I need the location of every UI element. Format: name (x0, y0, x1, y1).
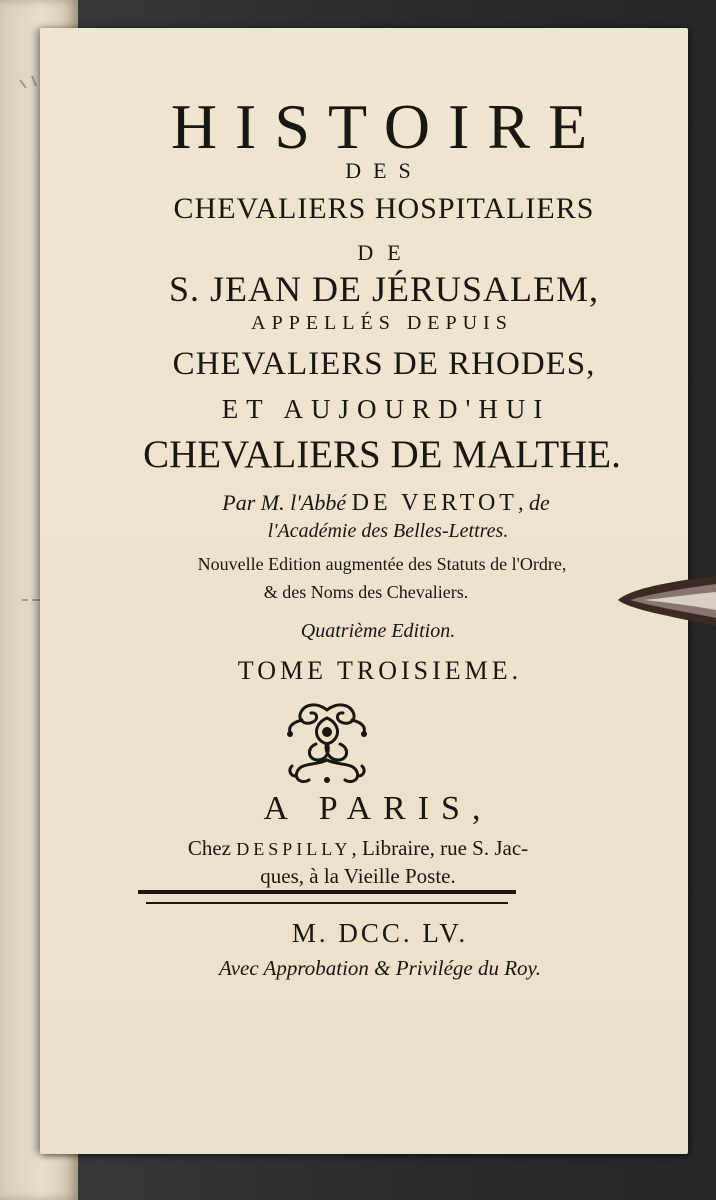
author-suffix: , de (517, 490, 550, 515)
imprint-chez: Chez (187, 836, 231, 860)
title-line-saint-jean: S. JEAN DE JÉRUSALEM, (168, 269, 600, 309)
title-line-malthe: CHEVALIERS DE MALTHE. (143, 433, 621, 476)
printer-fleuron-ornament-icon (282, 700, 372, 786)
author-line (0, 490, 716, 517)
thick-rule (138, 890, 516, 894)
bookmark-ribbon-icon (610, 572, 716, 632)
title-line-rhodes: CHEVALIERS DE RHODES, (172, 346, 596, 382)
title-line-chevaliers-hospitaliers: CHEVALIERS HOSPITALIERS (173, 192, 595, 225)
author-prefix: Par M. l'Abbé (222, 490, 347, 515)
title-de: DE (357, 240, 415, 265)
author-name: DE VERTOT (351, 490, 518, 516)
imprint-publisher-line (0, 836, 716, 861)
thin-rule (146, 902, 508, 904)
edition-note-1: Nouvelle Edition augmentée des Statuts de l'Ordre, (197, 554, 567, 574)
imprint-publisher: DESPILLY (236, 839, 352, 859)
title-line-appelles: APPELLÉS DEPUIS (251, 312, 513, 334)
volume-label: TOME TROISIEME. (237, 656, 523, 685)
title-des: DES (345, 158, 423, 183)
imprint-city: A PARIS, (263, 790, 493, 827)
edition-note-2: & des Noms des Chevaliers. (263, 582, 469, 602)
book-title: HISTOIRE (170, 91, 606, 162)
imprint-approbation: Avec Approbation & Privilége du Roy. (219, 956, 541, 980)
imprint-address-2: ques, à la Vieille Poste. (260, 864, 456, 888)
author-affiliation: l'Académie des Belles-Lettres. (267, 520, 509, 542)
imprint-address-1: , Libraire, rue S. Jac- (351, 836, 529, 860)
title-line-aujourdhui: ET AUJOURD'HUI (221, 394, 551, 424)
edition-label: Quatrième Edition. (300, 620, 456, 642)
imprint-year: M. DCC. LV. (291, 918, 469, 948)
